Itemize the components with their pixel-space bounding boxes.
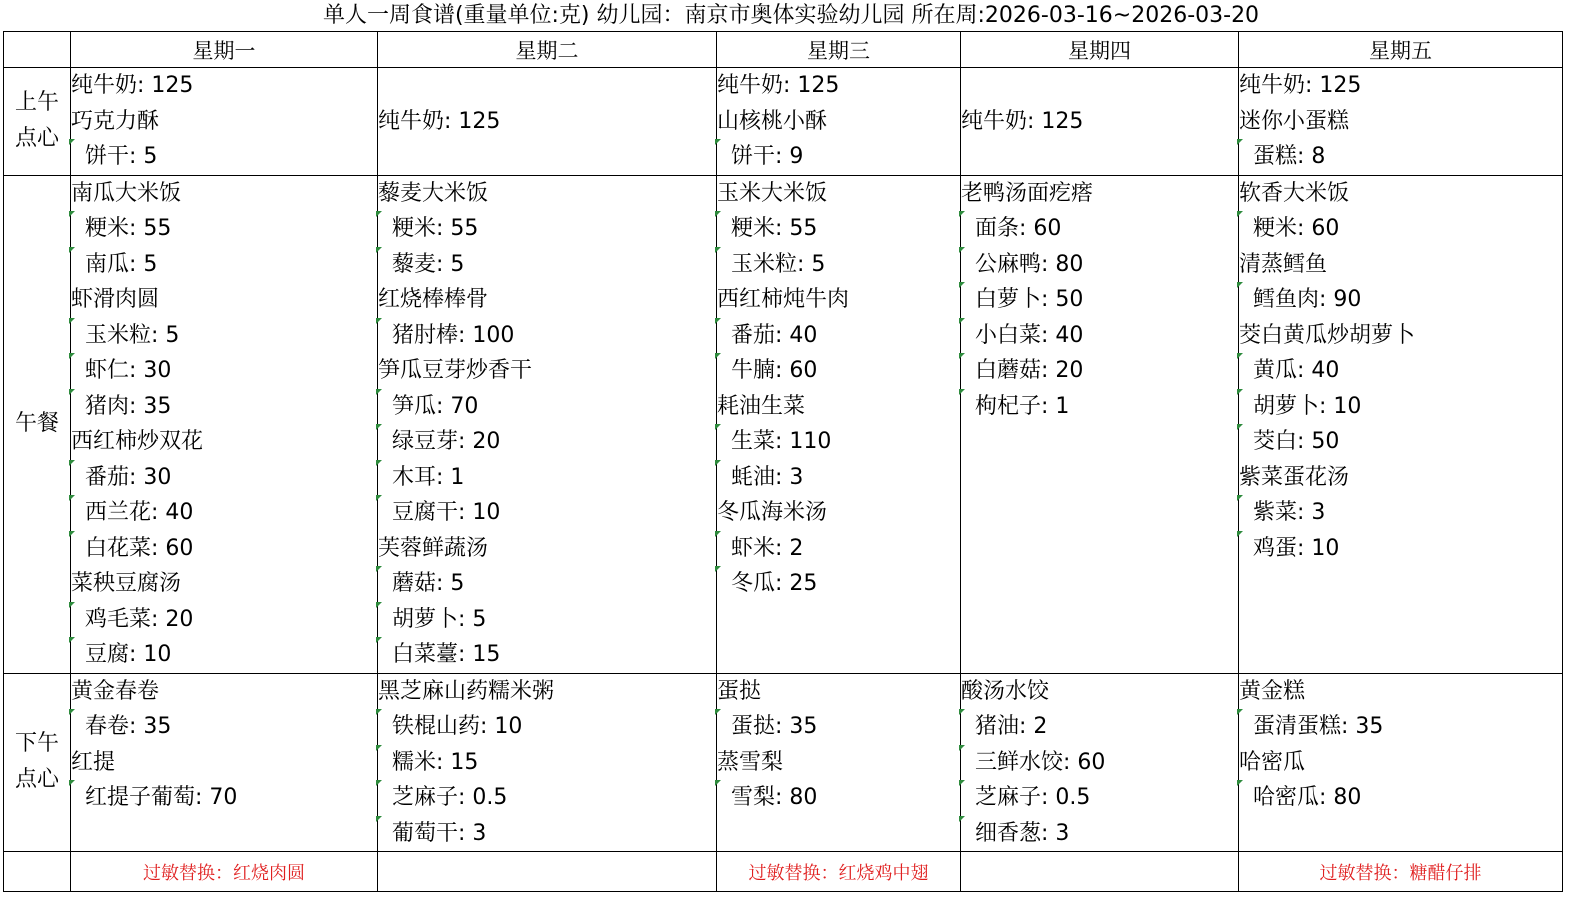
ingredient-item: 鸡蛋: 10 (1239, 531, 1562, 567)
menu-cell (961, 68, 1239, 176)
ingredient-item: 木耳: 1 (378, 460, 716, 496)
ingredient-item: 鳕鱼肉: 90 (1239, 282, 1562, 318)
morning-snack-row (4, 68, 1563, 176)
page-title: 单人一周食谱(重量单位:克) 幼儿园：南京市奥体实验幼儿园 所在周:2026-03-16~2026-03-20 (322, 3, 1260, 28)
corner-cell (4, 32, 71, 68)
ingredient-item: 玉米粒: 5 (71, 318, 377, 354)
ingredient-item: 白菜薹: 15 (378, 637, 716, 673)
dish-name: 软香大米饭 (1239, 180, 1350, 206)
dish-name: 纯牛奶: 125 (71, 73, 194, 98)
dish-name: 纯牛奶: 125 (961, 108, 1084, 134)
allergy-note-mon: 过敏替换：红烧肉圆 (71, 852, 378, 892)
dish-name: 冬瓜海米汤 (717, 500, 828, 525)
ingredient-item: 番茄: 30 (71, 460, 377, 496)
ingredient-item: 生菜: 110 (717, 424, 960, 460)
dish-name: 清蒸鳕鱼 (1239, 251, 1328, 277)
ingredient-item: 面条: 60 (961, 211, 1238, 247)
ingredient-item: 番茄: 40 (717, 318, 960, 354)
menu-cell (1239, 673, 1563, 852)
dish-name: 芙蓉鲜蔬汤 (378, 535, 489, 561)
menu-cell (71, 68, 378, 176)
dish-name: 纯牛奶: 125 (378, 108, 501, 134)
ingredient-item: 白花菜: 60 (71, 531, 377, 567)
lunch-row (4, 175, 1563, 673)
ingredient-item: 虾米: 2 (717, 531, 960, 567)
dish-name: 西红柿炒双花 (71, 429, 204, 454)
ingredient-item: 豆腐干: 10 (378, 495, 716, 531)
ingredient-item: 粳米: 55 (717, 211, 960, 247)
menu-cell (71, 673, 378, 852)
ingredient-item: 茭白: 50 (1239, 424, 1562, 460)
ingredient-item: 冬瓜: 25 (717, 566, 960, 602)
dish-name: 纯牛奶: 125 (717, 73, 840, 98)
ingredient-item: 蛋糕: 8 (1239, 139, 1562, 175)
ingredient-item: 蛋清蛋糕: 35 (1239, 709, 1562, 745)
ingredient-item: 糯米: 15 (378, 745, 716, 781)
dish-name: 藜麦大米饭 (378, 180, 489, 206)
menu-cell (1239, 68, 1563, 176)
menu-cell (378, 175, 717, 673)
ingredient-item: 胡萝卜: 10 (1239, 389, 1562, 425)
dish-name: 黄金春卷 (71, 678, 160, 704)
dish-name: 老鸭汤面疙瘩 (961, 180, 1094, 206)
meal-label-morning-snack (4, 68, 71, 176)
ingredient-item: 白蘑菇: 20 (961, 353, 1238, 389)
ingredient-item: 芝麻子: 0.5 (378, 780, 716, 816)
menu-cell (378, 68, 717, 176)
ingredient-item: 虾仁: 30 (71, 353, 377, 389)
ingredient-item: 南瓜: 5 (71, 247, 377, 283)
dish-name: 黄金糕 (1239, 678, 1306, 704)
ingredient-item: 豆腐: 10 (71, 637, 377, 673)
dish-name: 西红柿炖牛肉 (717, 287, 850, 312)
ingredient-item: 藜麦: 5 (378, 247, 716, 283)
ingredient-item: 蘑菇: 5 (378, 566, 716, 602)
ingredient-item: 绿豆芽: 20 (378, 424, 716, 460)
allergy-note-row (4, 852, 1563, 892)
allergy-note-thu (961, 852, 1239, 892)
note-corner-cell (4, 852, 71, 892)
meal-label-line: 下午 (14, 731, 59, 757)
ingredient-item: 春卷: 35 (71, 709, 377, 745)
menu-cell (717, 673, 961, 852)
ingredient-item: 哈密瓜: 80 (1239, 780, 1562, 816)
ingredient-item: 小白菜: 40 (961, 318, 1238, 354)
dish-name: 酸汤水饺 (961, 678, 1050, 704)
ingredient-item: 笋瓜: 70 (378, 389, 716, 425)
menu-cell (1239, 175, 1563, 673)
menu-cell (961, 673, 1239, 852)
ingredient-item: 公麻鸭: 80 (961, 247, 1238, 283)
ingredient-item: 西兰花: 40 (71, 495, 377, 531)
ingredient-item: 红提子葡萄: 70 (71, 780, 377, 816)
ingredient-item: 粳米: 60 (1239, 211, 1562, 247)
meal-label-afternoon-snack (4, 673, 71, 852)
menu-cell (717, 175, 961, 673)
meal-label-lunch (4, 175, 71, 673)
dish-name: 蒸雪梨 (717, 749, 784, 775)
ingredient-item: 饼干: 5 (71, 139, 377, 175)
meal-label-line: 上午 (14, 90, 59, 116)
ingredient-item: 三鲜水饺: 60 (961, 745, 1238, 781)
dish-name: 南瓜大米饭 (71, 180, 182, 206)
ingredient-item: 细香葱: 3 (961, 816, 1238, 852)
dish-name: 菜秧豆腐汤 (71, 571, 182, 596)
dish-name: 紫菜蛋花汤 (1239, 464, 1350, 490)
menu-cell (961, 175, 1239, 673)
ingredient-item: 鸡毛菜: 20 (71, 602, 377, 638)
allergy-note-tue (378, 852, 717, 892)
ingredient-item: 粳米: 55 (378, 211, 716, 247)
ingredient-item: 雪梨: 80 (717, 780, 960, 816)
ingredient-item: 白萝卜: 50 (961, 282, 1238, 318)
allergy-note-fri: 过敏替换：糖醋仔排 (1239, 852, 1563, 892)
ingredient-item: 铁棍山药: 10 (378, 709, 716, 745)
ingredient-item: 牛腩: 60 (717, 353, 960, 389)
dish-name: 巧克力酥 (71, 108, 160, 134)
menu-cell (717, 68, 961, 176)
ingredient-item: 紫菜: 3 (1239, 495, 1562, 531)
meal-label-line: 点心 (14, 767, 59, 793)
ingredient-item: 蚝油: 3 (717, 460, 960, 496)
dish-name: 耗油生菜 (717, 393, 806, 419)
dish-name: 哈密瓜 (1239, 749, 1306, 775)
ingredient-item: 粳米: 55 (71, 211, 377, 247)
weekly-menu-table (3, 31, 1563, 892)
ingredient-item: 猪油: 2 (961, 709, 1238, 745)
header-row (4, 32, 1563, 68)
menu-cell (378, 673, 717, 852)
afternoon-snack-row (4, 673, 1563, 852)
ingredient-item: 饼干: 9 (717, 139, 960, 175)
ingredient-item: 芝麻子: 0.5 (961, 780, 1238, 816)
day-header-mon: 星期一 (71, 32, 378, 68)
ingredient-item: 猪肉: 35 (71, 389, 377, 425)
ingredient-item: 葡萄干: 3 (378, 816, 716, 852)
dish-name: 黑芝麻山药糯米粥 (378, 678, 555, 704)
ingredient-item: 黄瓜: 40 (1239, 353, 1562, 389)
day-header-thu: 星期四 (961, 32, 1239, 68)
ingredient-item: 猪肘棒: 100 (378, 318, 716, 354)
allergy-note-wed: 过敏替换：红烧鸡中翅 (717, 852, 961, 892)
meal-label-line: 点心 (14, 126, 59, 152)
dish-name: 虾滑肉圆 (71, 287, 160, 312)
meal-label-line: 午餐 (14, 411, 59, 436)
dish-name: 迷你小蛋糕 (1239, 108, 1350, 134)
dish-name: 茭白黄瓜炒胡萝卜 (1239, 322, 1416, 348)
ingredient-item: 蛋挞: 35 (717, 709, 960, 745)
ingredient-item: 胡萝卜: 5 (378, 602, 716, 638)
dish-name: 蛋挞 (717, 678, 762, 704)
day-header-wed: 星期三 (717, 32, 961, 68)
ingredient-item: 枸杞子: 1 (961, 389, 1238, 425)
dish-name: 红烧棒棒骨 (378, 287, 489, 312)
dish-name: 红提 (71, 749, 116, 775)
dish-name: 山核桃小酥 (717, 108, 828, 134)
dish-name: 纯牛奶: 125 (1239, 73, 1362, 98)
ingredient-item: 玉米粒: 5 (717, 247, 960, 283)
day-header-fri: 星期五 (1239, 32, 1563, 68)
dish-name: 笋瓜豆芽炒香干 (378, 358, 533, 383)
dish-name: 玉米大米饭 (717, 180, 828, 206)
menu-cell (71, 175, 378, 673)
day-header-tue: 星期二 (378, 32, 717, 68)
